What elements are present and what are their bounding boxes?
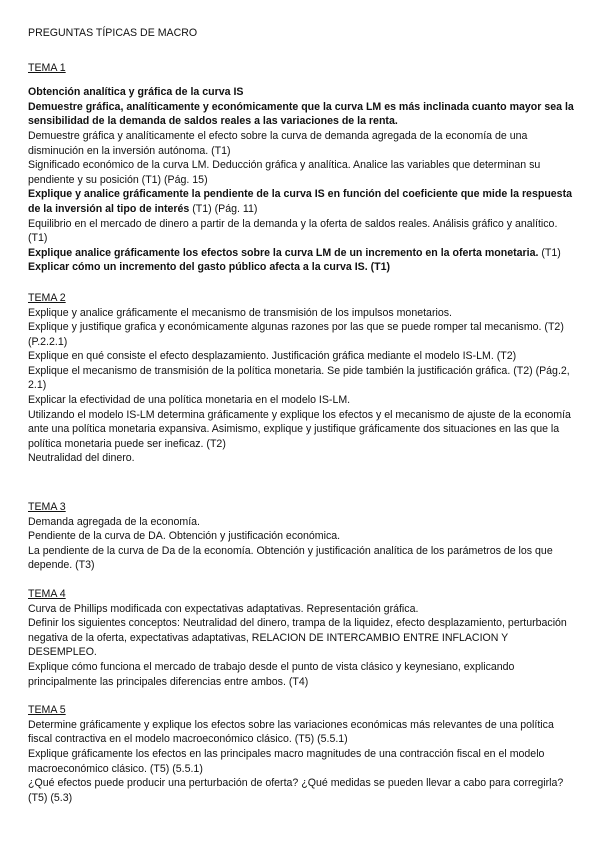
tema-1-question-5-ref: (T1) (Pág. 11) xyxy=(189,202,258,215)
tema-3-question-2: Pendiente de la curva de DA. Obtención y justificación económica. xyxy=(28,530,341,543)
tema-1-question-6: Equilibrio en el mercado de dinero a partir de la demanda y la oferta de saldos reales. Análisis gráfico y analítico. (T1) xyxy=(28,217,558,245)
tema-5-question-3: ¿Qué efectos puede producir una perturbación de oferta? ¿Qué medidas se pueden llevar a cabo para corregirla? (T5) (5.3) xyxy=(28,777,564,804)
document-page xyxy=(28,26,576,817)
tema-4-question-2: Definir los siguientes conceptos: Neutralidad del dinero, trampa de la liquidez, efecto desplazamiento, perturbación negativa de la oferta, expectativas adaptativas, RELACION DE INTERCAMBIO ENTRE INFLACION Y DESEMPLEO. xyxy=(28,617,567,659)
section-tema-5 xyxy=(28,703,576,805)
tema-4-question-3: Explique cómo funciona el mercado de trabajo desde el punto de vista clásico y keynesiano, explicando principalmente las principales diferencias entre ambos. (T4) xyxy=(28,660,515,688)
tema-5-heading: TEMA 5 xyxy=(28,704,66,717)
section-tema-1 xyxy=(28,61,576,275)
tema-2-question-6: Utilizando el modelo IS-LM determina gráficamente y explique los efectos y el mecanismo de ajuste de la economía ante una política monetaria expansiva. Asimismo, explique y justifique gráficamente dos situaciones en las que la política monetaria puede ser ineficaz. (T2) xyxy=(28,408,571,450)
tema-1-question-2: Demuestre gráfica, analíticamente y económicamente que la curva LM es más inclinada cuanto mayor sea la sensibilidad de la demanda de saldos reales a las variaciones de la renta. xyxy=(28,100,574,128)
section-tema-2 xyxy=(28,291,576,466)
tema-5-question-1: Determine gráficamente y explique los efectos sobre las variaciones económicas más relevantes de una política fiscal contractiva en el modelo macroeconómico clásico. (T5) (5.5.1) xyxy=(28,718,554,746)
tema-1-question-8-bold: Explicar cómo un incremento del gasto público afecta a la curva IS. (T1) xyxy=(28,261,391,274)
tema-4-heading: TEMA 4 xyxy=(28,588,66,600)
tema-3-question-3: La pendiente de la curva de Da de la economía. Obtención y justificación analítica de los parámetros de los que depende. (T3) xyxy=(28,544,553,572)
tema-2-question-3: Explique en qué consiste el efecto desplazamiento. Justificación gráfica mediante el modelo IS-LM. (T2) xyxy=(28,350,517,363)
tema-1-question-7 xyxy=(28,246,576,275)
document-title: PREGUNTAS TÍPICAS DE MACRO xyxy=(28,27,198,39)
section-tema-4 xyxy=(28,587,576,689)
tema-2-heading: TEMA 2 xyxy=(28,291,66,304)
tema-4-question-1: Curva de Phillips modificada con expectativas adaptativas. Representación gráfica. xyxy=(28,602,419,615)
tema-1-question-5 xyxy=(28,187,576,216)
tema-2-question-2: Explique y justifique grafica y económicamente algunas razones por las que se puede romper tal mecanismo. (T2) (P.2.2.1) xyxy=(28,321,564,348)
tema-1-heading: TEMA 1 xyxy=(28,61,66,74)
tema-1-question-1: Obtención analítica y gráfica de la curva IS xyxy=(28,86,244,99)
tema-2-question-5: Explicar la efectividad de una política monetaria en el modelo IS-LM. xyxy=(28,394,351,407)
tema-3-question-1: Demanda agregada de la economía. xyxy=(28,515,200,528)
tema-1-question-4: Significado económico de la curva LM. Deducción gráfica y analítica. Analice las variables que determinan su pendiente y su posición (T1) (Pág. 15) xyxy=(28,159,541,186)
tema-1-question-5-bold: Explique y analice gráficamente la pendiente de la curva IS en función del coeficiente que mide la respuesta de la inversión al tipo de interés xyxy=(28,188,572,215)
tema-2-question-1: Explique y analice gráficamente el mecanismo de transmisión de los impulsos monetarios. xyxy=(28,306,452,319)
tema-1-question-7-bold: Explique analice gráficamente los efectos sobre la curva LM de un incremento en la oferta monetaria. xyxy=(28,246,539,259)
tema-5-question-2: Explique gráficamente los efectos en las principales macro magnitudes de una contracción fiscal en el modelo macroeconómico clásico. (T5) (5.5.1) xyxy=(28,747,545,775)
section-tema-3 xyxy=(28,500,576,573)
tema-3-heading: TEMA 3 xyxy=(28,501,66,514)
tema-2-question-7: Neutralidad del dinero. xyxy=(28,452,135,465)
tema-2-question-4: Explique el mecanismo de transmisión de la política monetaria. Se pide también la justificación gráfica. (T2) (Pág.2, 2.1) xyxy=(28,364,570,392)
tema-1-question-7-ref: (T1) xyxy=(538,246,561,259)
tema-1-question-3: Demuestre gráfica y analíticamente el efecto sobre la curva de demanda agregada de la economía de una disminución en la inversión autónoma. (T1) xyxy=(28,129,528,157)
